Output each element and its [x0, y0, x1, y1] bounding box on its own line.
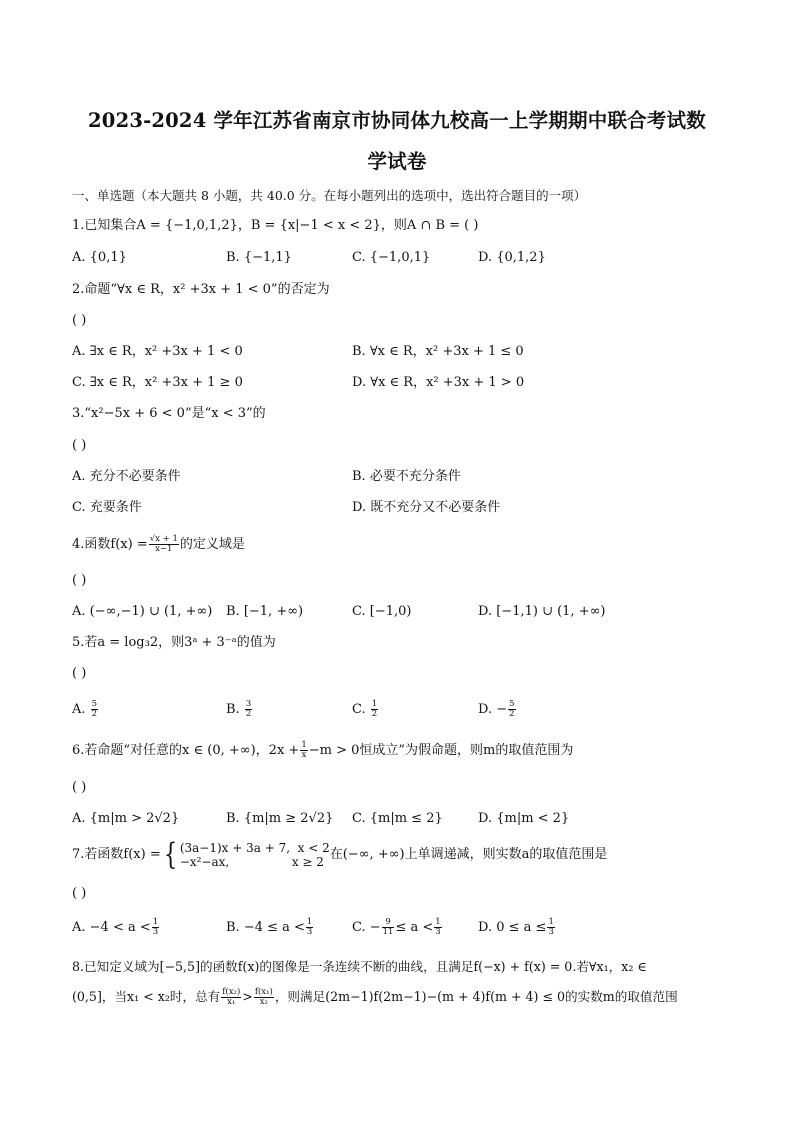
q8-gt: > — [242, 989, 253, 1004]
q2-option-d: D. ∀x ∈ R，x² +3x + 1 > 0 — [352, 375, 525, 390]
q7-stem-pre: 7.若函数f(x) = — [72, 847, 161, 862]
q8-post: ，则满足(2m−1)f(2m−1)−(m + 4)f(m + 4) ≤ 0的实数m的取值范围 — [274, 989, 678, 1004]
q7-c-label: C. − — [352, 920, 381, 935]
q7-piecewise — [180, 841, 330, 869]
q7-b-den: 3 — [306, 927, 313, 937]
q5-option-d-fraction — [508, 700, 515, 719]
q5-paren: ( ) — [72, 666, 87, 681]
q6-option-d: D. {m|m < 2} — [478, 811, 570, 826]
q5-b-den: 2 — [245, 709, 252, 719]
q5-a-num: 5 — [91, 699, 98, 709]
q7-a-num: 1 — [152, 917, 159, 927]
q7-option-b — [226, 918, 314, 937]
q7-stem — [72, 838, 607, 872]
q7-row2 — [180, 855, 330, 869]
q2-option-a: A. ∃x ∈ R，x² +3x + 1 < 0 — [72, 344, 243, 359]
section-heading: 一、单选题（本大题共 8 小题，共 40.0 分。在每小题列出的选项中，选出符合题目的一项） — [72, 188, 587, 203]
q7-c-num: 9 — [382, 918, 395, 928]
q7-a-den: 3 — [152, 927, 159, 937]
q7-option-c — [352, 918, 443, 937]
q7-paren: ( ) — [72, 886, 87, 901]
q3-option-b: B. 必要不充分条件 — [352, 469, 461, 484]
q7-option-d — [478, 918, 556, 937]
q5-d-num: 5 — [509, 699, 515, 709]
q6-stem-pre: 6.若命题“对任意的x ∈ (0, +∞)，2x + — [72, 743, 300, 758]
q4-fraction — [149, 535, 179, 554]
q6-stem-post: −m > 0恒成立”为假命题，则m的取值范围为 — [308, 743, 574, 758]
q3-stem: 3.“x²−5x + 6 < 0”是“x < 3”的 — [72, 406, 266, 421]
q8-n1: f(x₂) — [222, 987, 241, 997]
q4-option-c: C. [−1,0) — [352, 604, 412, 619]
q8-d2: x₂ — [259, 997, 268, 1007]
q4-option-b: B. [−1, +∞) — [226, 604, 304, 619]
q2-stem: 2.命题“∀x ∈ R，x² +3x + 1 < 0”的否定为 — [72, 282, 330, 297]
q6-option-a: A. {m|m > 2√2} — [72, 811, 180, 826]
q7-row1-expr: (3a−1)x + 3a + 7, — [179, 840, 291, 855]
q4-stem-post: 的定义域是 — [179, 537, 245, 552]
q2-option-c: C. ∃x ∈ R，x² +3x + 1 ≥ 0 — [72, 375, 243, 390]
q4-option-a: A. (−∞,−1) ∪ (1, +∞) — [72, 604, 213, 619]
q5-stem: 5.若a = log₃2，则3ᵃ + 3⁻ᵃ的值为 — [72, 635, 276, 650]
q7-stem-post: 在(−∞, +∞)上单调递减，则实数a的取值范围是 — [329, 847, 608, 862]
q6-option-b: B. {m|m ≥ 2√2} — [226, 811, 334, 826]
q7-c-fraction2 — [434, 918, 441, 937]
q4-stem-pre: 4.函数f(x) = — [72, 537, 148, 552]
q4-paren: ( ) — [72, 573, 87, 588]
q6-fraction — [300, 741, 307, 760]
q7-row1 — [180, 841, 330, 855]
q8-line1: 8.已知定义域为[−5,5]的函数f(x)的图像是一条连续不断的曲线，且满足f(−x) + f(x) = 0.若∀x₁，x₂ ∈ — [72, 959, 647, 974]
q5-b-num: 3 — [245, 699, 252, 709]
q8-fraction1 — [221, 988, 241, 1007]
q5-option-b-fraction — [245, 700, 252, 719]
q5-c-den: 2 — [371, 709, 378, 719]
q7-a-fraction — [152, 918, 159, 937]
q7-c-den: 11 — [382, 927, 394, 937]
q5-option-b — [226, 700, 253, 719]
q4-numerator: √x + 1 — [149, 534, 178, 544]
q1-option-a: A. {0,1} — [72, 250, 127, 265]
q7-option-a — [72, 918, 160, 937]
q7-b-num: 1 — [306, 917, 313, 927]
q5-option-c — [352, 700, 379, 719]
q7-b-fraction — [306, 918, 313, 937]
q7-c-num2: 1 — [435, 917, 441, 927]
exam-title-line2: 学试卷 — [367, 150, 427, 173]
q8-pre: (0,5]，当x₁ < x₂时，总有 — [72, 989, 221, 1004]
q3-option-a: A. 充分不必要条件 — [72, 469, 181, 484]
q5-option-a — [72, 700, 99, 719]
q5-c-num: 1 — [371, 699, 378, 709]
q8-fraction2 — [254, 988, 274, 1007]
q3-option-c: C. 充要条件 — [72, 500, 142, 515]
q4-option-d: D. [−1,1) ∪ (1, +∞) — [478, 604, 606, 619]
q7-c-den2: 3 — [435, 927, 441, 937]
q6-paren: ( ) — [72, 780, 87, 795]
q2-paren: ( ) — [72, 313, 87, 328]
q3-paren: ( ) — [72, 438, 87, 453]
q6-stem — [72, 741, 573, 760]
q7-brace: { — [163, 836, 177, 872]
q5-option-d — [478, 700, 517, 719]
q5-option-a-label: A. — [72, 702, 86, 717]
q7-c-fraction1 — [382, 918, 395, 937]
q4-denominator: x−1 — [155, 544, 173, 554]
q1-option-d: D. {0,1,2} — [478, 250, 546, 265]
q1-option-c: C. {−1,0,1} — [352, 250, 431, 265]
q7-d-fraction — [547, 918, 554, 937]
exam-title-line1: 2023-2024 学年江苏省南京市协同体九校高一上学期期中联合考试数 — [88, 109, 706, 132]
q5-option-c-label: C. — [352, 702, 366, 717]
q5-option-d-label: D. − — [478, 702, 508, 717]
q7-a-label: A. −4 < a < — [72, 920, 151, 935]
q5-option-c-fraction — [371, 700, 378, 719]
q2-option-b: B. ∀x ∈ R，x² +3x + 1 ≤ 0 — [352, 344, 524, 359]
q5-d-den: 2 — [509, 709, 515, 719]
q8-d1: x₁ — [227, 997, 236, 1007]
q6-option-c: C. {m|m ≤ 2} — [352, 811, 443, 826]
q8-line2 — [72, 988, 678, 1007]
q4-stem — [72, 535, 245, 554]
q8-n2: f(x₁) — [254, 987, 273, 997]
q7-c-mid: ≤ a < — [395, 920, 434, 935]
q7-d-num: 1 — [548, 917, 554, 927]
q7-row2-cond: x ≥ 2 — [291, 854, 324, 869]
q5-option-b-label: B. — [226, 702, 240, 717]
q7-row2-expr: −x²−ax, — [179, 854, 230, 869]
q7-b-label: B. −4 ≤ a < — [226, 920, 305, 935]
q7-d-label: D. 0 ≤ a ≤ — [478, 920, 547, 935]
q1-option-b: B. {−1,1} — [226, 250, 292, 265]
q7-row1-cond: x < 2 — [297, 840, 330, 855]
q5-option-a-fraction — [91, 700, 98, 719]
q6-num: 1 — [301, 740, 307, 750]
q6-den: x — [301, 750, 307, 760]
q3-option-d: D. 既不充分又不必要条件 — [352, 500, 501, 515]
q1-stem: 1.已知集合A = {−1,0,1,2}，B = {x|−1 < x < 2}，则A ∩ B = ( ) — [72, 218, 479, 233]
q7-d-den: 3 — [548, 927, 554, 937]
q5-a-den: 2 — [91, 709, 98, 719]
